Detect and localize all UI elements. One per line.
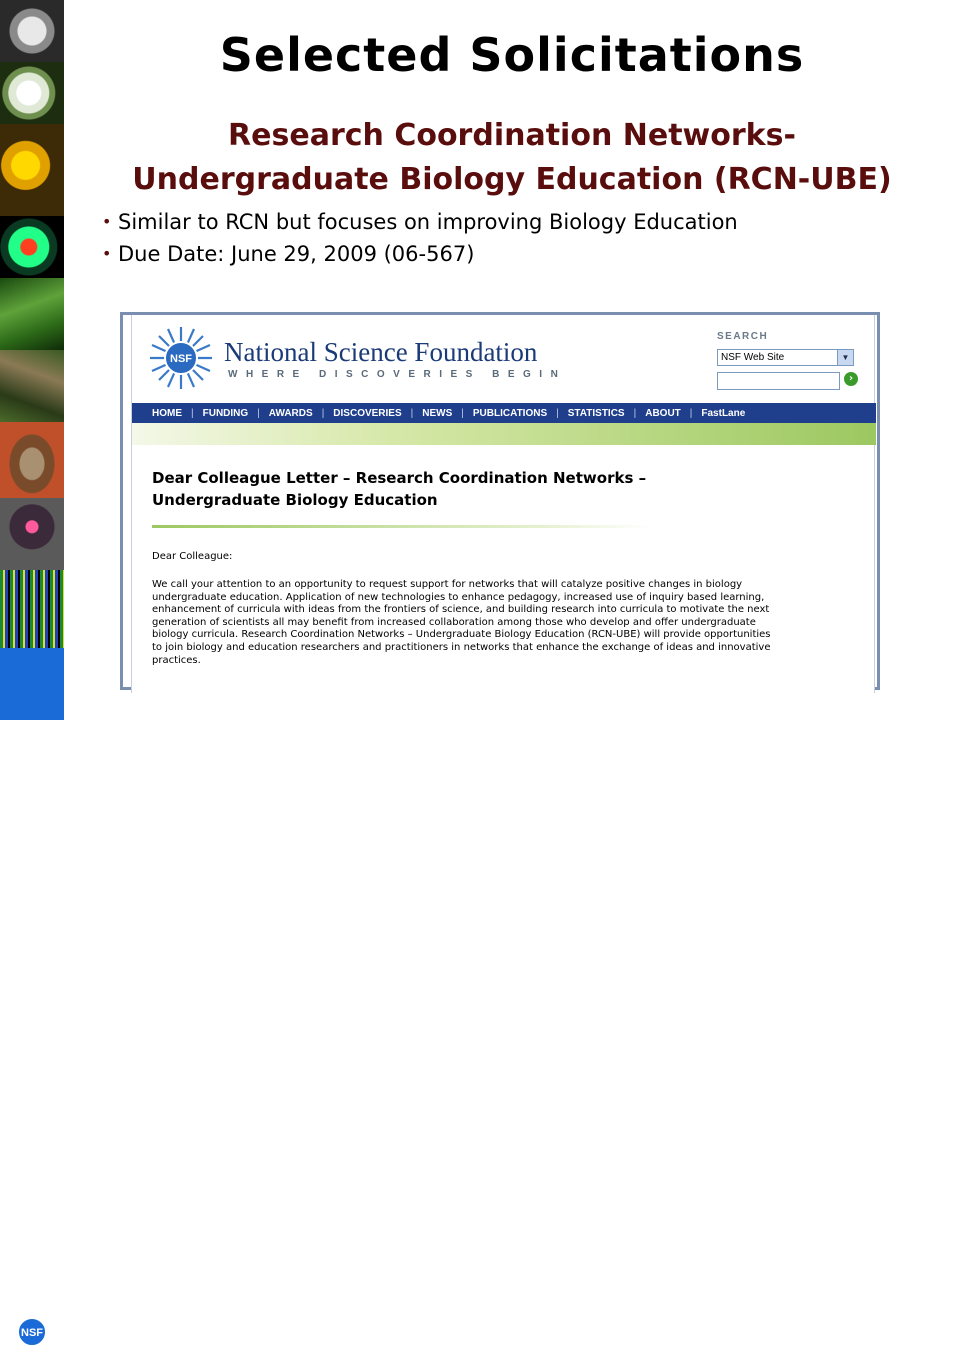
- body-line: We call your attention to an opportunity to request support for networks that will catalyze positive changes in biology: [152, 579, 743, 590]
- image-white-flower: [0, 62, 64, 124]
- body-line: to join biology and education researchers and practitioners in networks that enhance the exchange of ideas and innovative: [152, 641, 771, 653]
- bullet-text: Similar to RCN but focuses on improving Biology Education: [118, 210, 738, 234]
- nav-news[interactable]: NEWS: [422, 407, 453, 419]
- bullet-item: [102, 206, 738, 238]
- website-screenshot: [120, 312, 880, 690]
- image-frog: [0, 422, 64, 498]
- image-gene-array: [0, 570, 64, 648]
- nav-publications[interactable]: PUBLICATIONS: [472, 407, 548, 419]
- nav-separator: |: [410, 407, 414, 419]
- website-page: [131, 315, 875, 693]
- image-field-researcher: [0, 350, 64, 422]
- image-beetle-on-flower: [0, 124, 64, 216]
- bullet-text: Due Date: June 29, 2009 (06-567): [118, 242, 475, 266]
- body-line: practices.: [152, 654, 201, 666]
- search-scope-value: NSF Web Site: [721, 352, 785, 363]
- slide-subtitle-line-1: Research Coordination Networks-: [228, 118, 796, 153]
- chevron-down-icon[interactable]: ▼: [837, 350, 853, 365]
- bullet-list: [102, 206, 738, 270]
- nav-separator: |: [633, 407, 637, 419]
- title-divider: [152, 525, 652, 528]
- nav-separator: |: [689, 407, 693, 419]
- image-corn-plants: [0, 278, 64, 350]
- nav-funding[interactable]: FUNDING: [202, 407, 249, 419]
- body-line: undergraduate education. Application of new technologies to enhance pedagogy, increased use of inquiry based learning,: [152, 591, 765, 603]
- image-fluorescent-cell: [0, 216, 64, 278]
- image-nsf-logo-tile: [0, 648, 64, 1339]
- document-title-line-2: Undergraduate Biology Education: [152, 491, 438, 509]
- svg-text:NSF: NSF: [170, 353, 192, 365]
- svg-text:NSF: NSF: [21, 1327, 43, 1339]
- body-line: generation of scientists all may benefit from increased collaboration among those who develop and offer undergraduate: [152, 616, 756, 628]
- body-line: enhancement of curricula with ideas from the frontiers of science, and building research into curricula to motivate the next: [152, 604, 770, 616]
- org-tagline: WHERE DISCOVERIES BEGIN: [228, 369, 567, 380]
- nsf-emblem-icon: [148, 325, 214, 391]
- nav-separator: |: [461, 407, 464, 419]
- document-greeting: Dear Colleague:: [152, 551, 233, 562]
- bullet-item: [102, 238, 738, 270]
- nav-home[interactable]: HOME: [152, 407, 182, 419]
- search-scope-select[interactable]: [717, 349, 854, 366]
- slide-title: Selected Solicitations: [219, 28, 805, 82]
- nav-separator: |: [257, 407, 260, 419]
- nav-separator: |: [191, 407, 194, 419]
- decorative-banner: [132, 423, 876, 445]
- nav-discoveries[interactable]: DISCOVERIES: [333, 407, 402, 419]
- search-input[interactable]: [717, 372, 840, 390]
- nav-awards[interactable]: AWARDS: [268, 407, 313, 419]
- document-title: [152, 467, 812, 511]
- nav-separator: |: [556, 407, 559, 419]
- nav-statistics[interactable]: STATISTICS: [567, 407, 625, 419]
- org-name: National Science Foundation: [224, 337, 538, 367]
- bullet-icon: •: [102, 212, 112, 231]
- image-strip: [0, 0, 64, 1339]
- main-nav: [132, 403, 876, 423]
- search-label: SEARCH: [717, 331, 769, 342]
- nav-separator: |: [321, 407, 325, 419]
- nav-fastlane[interactable]: FastLane: [701, 407, 746, 419]
- body-line: biology curricula. Research Coordination Networks – Undergraduate Biology Education (RCN-UBE) will provide opportunities: [152, 629, 771, 641]
- search-go-icon[interactable]: ›: [844, 372, 858, 386]
- bullet-icon: •: [102, 244, 112, 263]
- nsf-logo-icon: [6, 1304, 58, 1360]
- slide-subtitle: [64, 114, 960, 202]
- image-star-nosed-mole: [0, 498, 64, 570]
- document-title-line-1: Dear Colleague Letter – Research Coordination Networks –: [152, 469, 647, 487]
- image-radiolarian: [0, 0, 64, 62]
- nav-about[interactable]: ABOUT: [645, 407, 681, 419]
- document-body: [152, 579, 862, 667]
- slide-subtitle-line-2: Undergraduate Biology Education (RCN-UBE): [132, 162, 892, 197]
